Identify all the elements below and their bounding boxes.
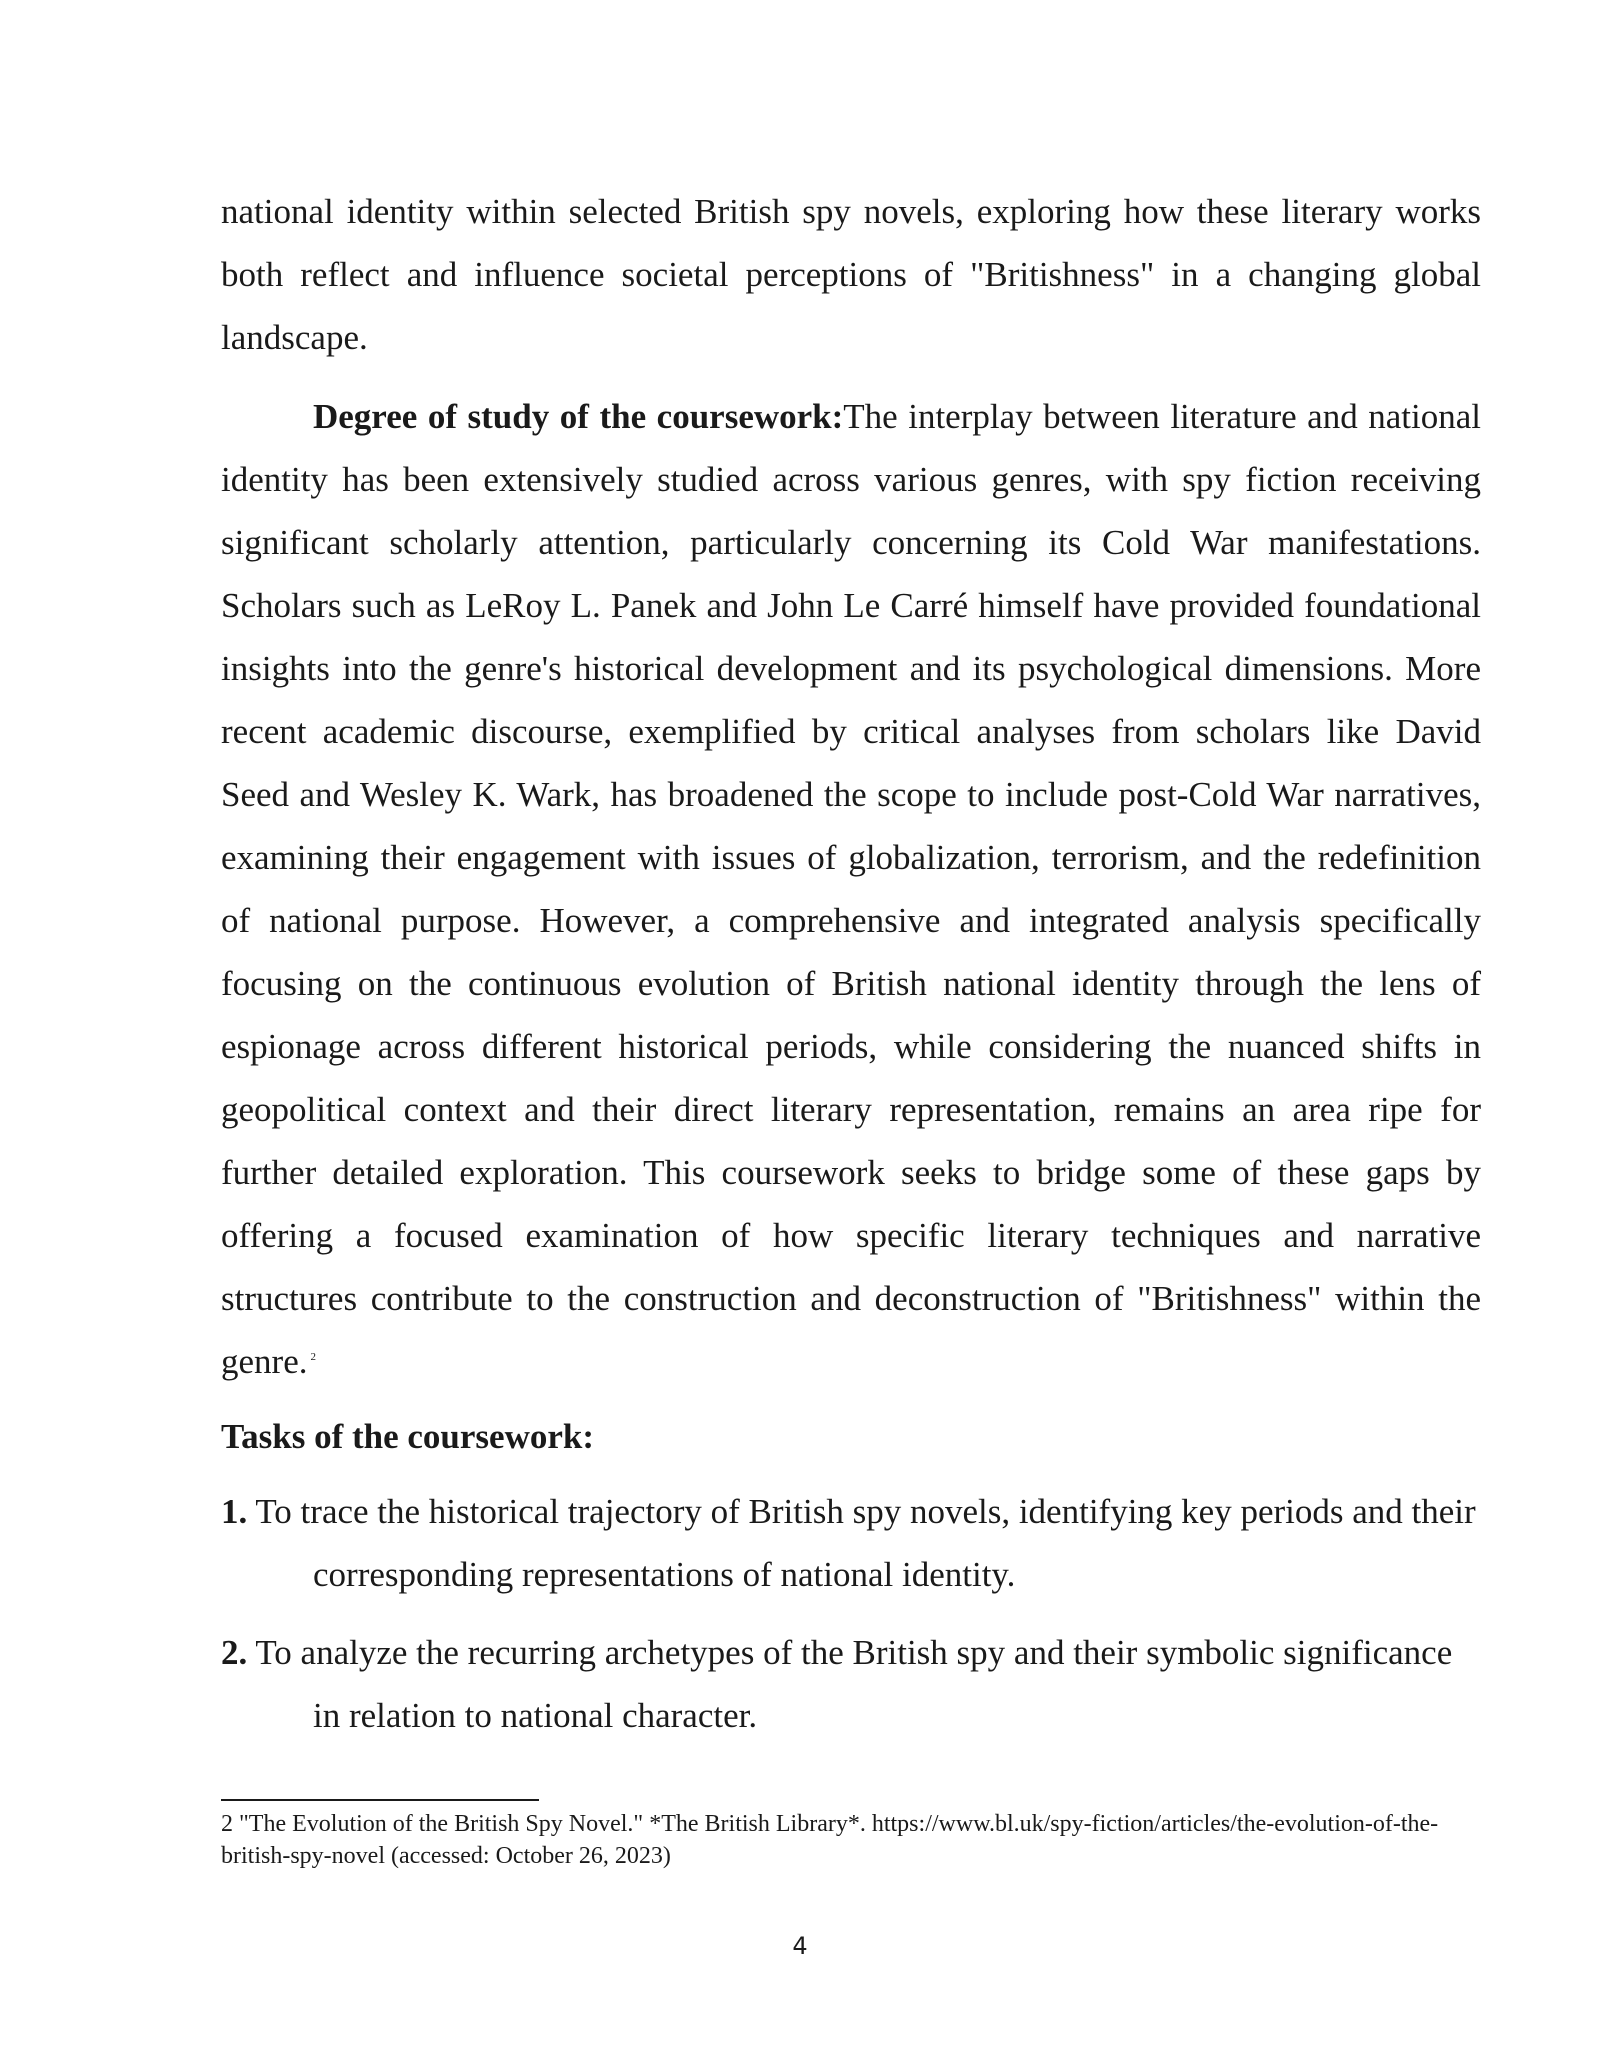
tasks-heading: Tasks of the coursework: [221,1417,595,1456]
degree-of-study-heading: Degree of study of the coursework: [313,397,844,436]
footnote [221,1808,1481,1872]
degree-of-study-body: The interplay between literature and national identity has been extensively studied across various genres, with spy fiction receiving significant scholarly attention, particularly concerning its Cold War manifestations. Scholars such as LeRoy L. Panek and John Le Carré himself have provided foundational insights into the genre's historical development and its psychological dimensions. More recent academic discourse, exemplified by critical analyses from scholars like David Seed and Wesley K. Wark, has broadened the scope to include post-Cold War narratives, examining their engagement with issues of globalization, terrorism, and the redefinition of national purpose. However, a comprehensive and integrated analysis specifically focusing on the continuous evolution of British national identity through the lens of espionage across different historical periods, while considering the nuanced shifts in geopolitical context and their direct literary representation, remains an area ripe for further detailed exploration. This coursework seeks to bridge some of these gaps by offering a focused examination of how specific literary techniques and narrative structures contribute to the construction and deconstruction of "Britishness" within the genre. [221,397,1481,1381]
task-number: 1. [221,1492,248,1531]
intro-paragraph: national identity within selected British spy novels, exploring how these literary works both reflect and influence societal perceptions of "Britishness" in a changing global landscape. [221,192,1481,357]
degree-of-study-paragraph [221,385,1481,1393]
task-item-2 [221,1621,1481,1747]
task-number: 2. [221,1633,248,1672]
footnote-text: "The Evolution of the British Spy Novel." *The British Library*. https://www.bl.uk/spy-fiction/articles/the-evolution-of-the-british-spy-novel (accessed: October 26, 2023) [221,1811,1439,1869]
task-text: To analyze the recurring archetypes of the British spy and their symbolic significance in relation to national character. [255,1633,1453,1735]
page-number: 4 [792,1932,808,1960]
footnote-number: 2 [221,1811,233,1837]
task-text: To trace the historical trajectory of British spy novels, identifying key periods and their corresponding representations of national identity. [255,1492,1476,1594]
footnote-separator [221,1799,539,1801]
footnote-reference[interactable]: 2 [310,1351,316,1364]
task-item-1 [221,1480,1481,1606]
